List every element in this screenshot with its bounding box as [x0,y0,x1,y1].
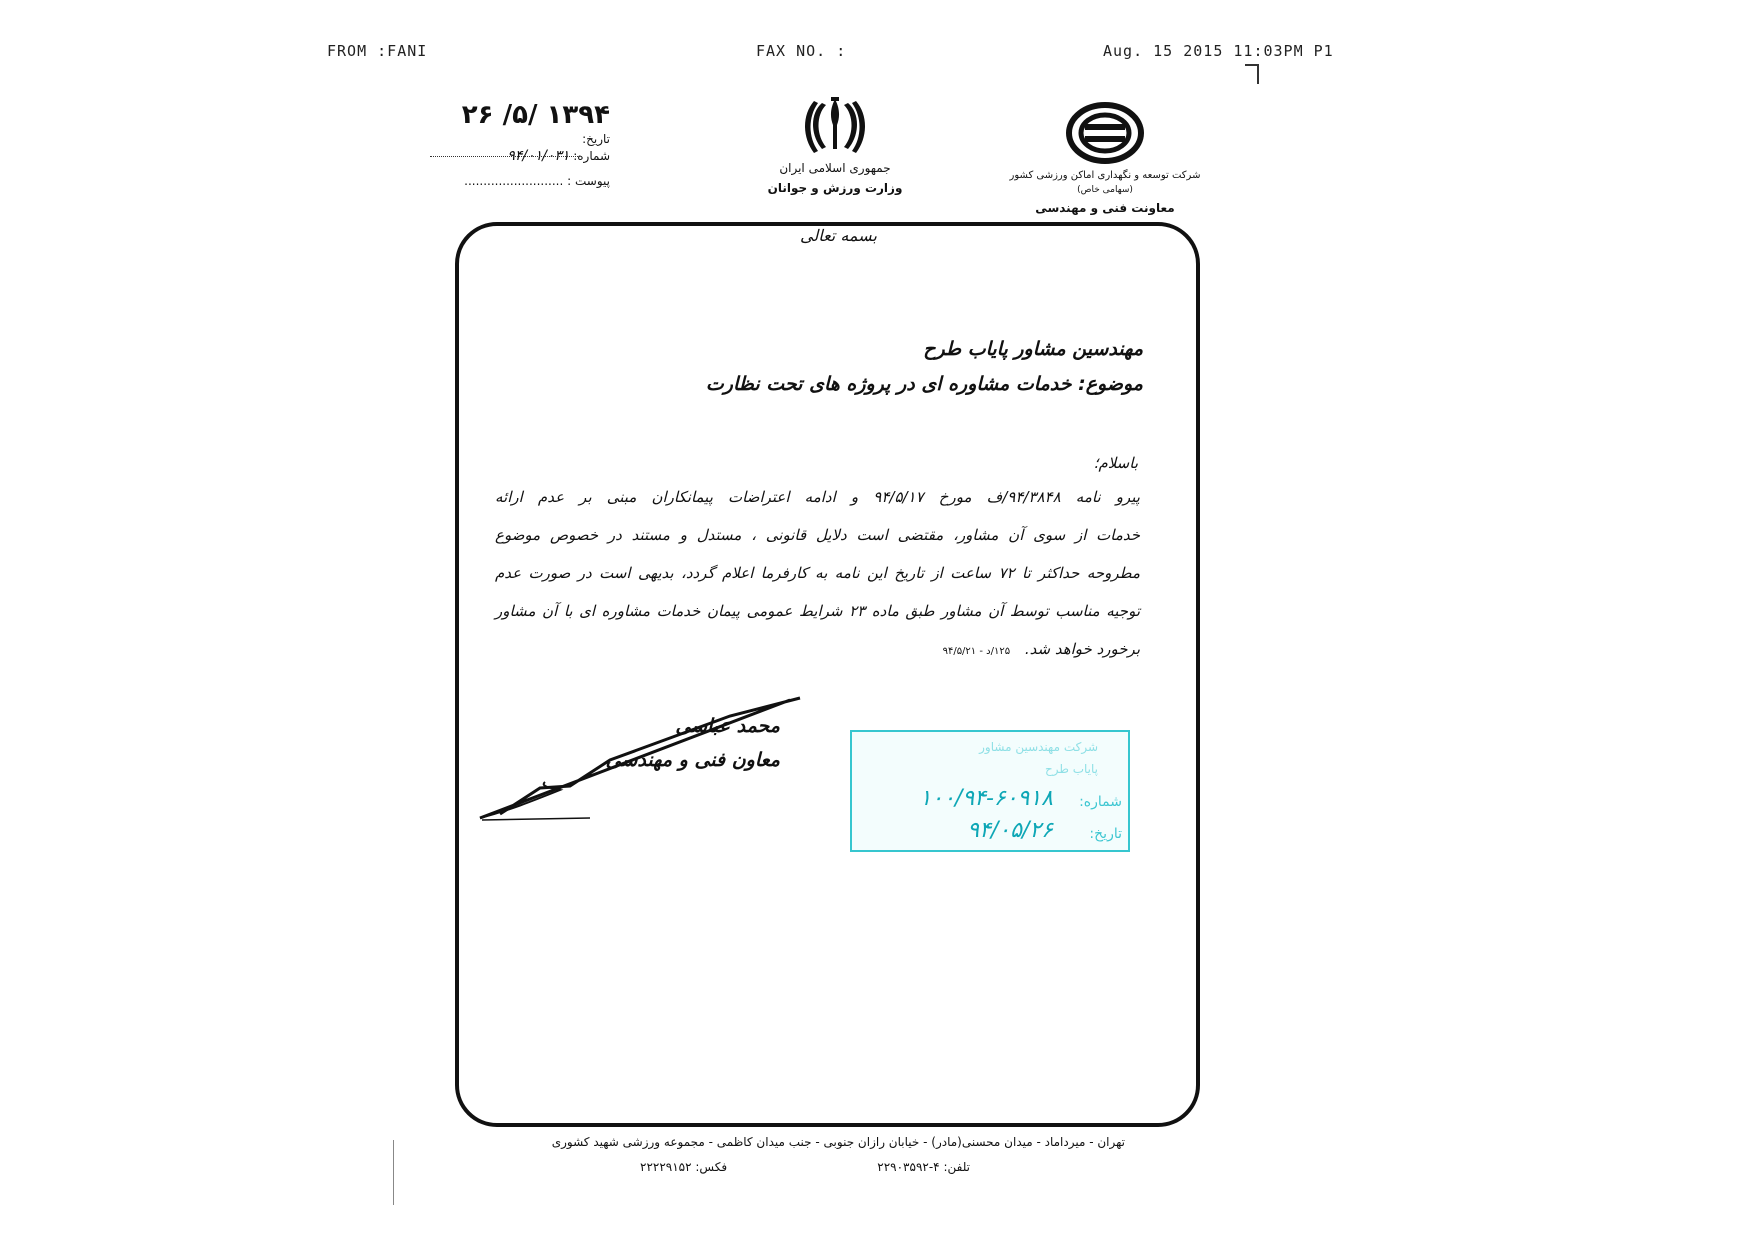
date-label: تاریخ: [582,132,610,146]
received-stamp [850,730,1130,852]
handwritten-note: ۱۲۵/د - ۹۴/۵/۲۱ [942,646,1011,657]
letter-number: ۹۴/۰۱/۰۳۱ [507,148,570,164]
date-label-row [582,132,610,146]
fax-header [0,42,1753,66]
body-line-2: خدمات از سوی آن مشاور، مقتضی است دلایل قانونی ، مستدل و مستند در خصوص موضوع [495,526,1140,544]
stamp-company-sub: پایاب طرح [1044,762,1098,776]
recipient-line: مهندسین مشاور پایاب طرح [923,338,1143,360]
body-line-1: پیرو نامه ۹۴/۳۸۴۸/ف مورخ ۹۴/۵/۱۷ و ادامه اعتراضات پیمانکاران مبنی بر عدم ارائه [495,488,1140,506]
attachment-row [464,174,610,188]
attachment-label: پیوست : [567,174,610,188]
attachment-dots: .......................... [464,174,564,188]
stamp-number-label: شماره: [1079,794,1122,810]
body-closing: برخورد خواهد شد. [1024,640,1140,658]
signature-block [560,715,780,795]
company-department: معاونت فنی و مهندسی [1035,201,1175,215]
iran-emblem-icon [800,95,870,157]
fax-from: FROM :FANI [327,42,428,60]
footer-address: تهران - میرداماد - میدان محسنی(مادر) - خیابان رازان جنوبی - جنب میدان کاظمی - مجموعه ورزشی شهید کشوری [551,1135,1125,1149]
company-block [1005,102,1205,222]
company-type: (سهامی خاص) [1077,185,1133,195]
company-logo-icon [1065,102,1145,164]
fax-number: FAX NO. : [756,42,847,60]
footer-phone: تلفن: ۴-۲۲۹۰۳۵۹۲ [877,1160,970,1174]
body-line-4: توجیه مناسب توسط آن مشاور طبق ماده ۲۳ شرایط عمومی پیمان خدمات مشاوره ای با آن مشاور [495,602,1140,620]
stamp-company: شرکت مهندسین مشاور [979,740,1098,754]
emblem-country: جمهوری اسلامی ایران [779,161,891,175]
number-underline [430,156,580,157]
company-name: شرکت توسعه و نگهداری اماکن ورزشی کشور [1009,170,1201,181]
letter-body [495,478,1140,668]
fax-datetime: Aug. 15 2015 11:03PM P1 [1103,42,1334,60]
reference-block [430,100,610,195]
subject-line: موضوع: خدمات مشاوره ای در پروژه های تحت نظارت [705,373,1143,395]
bismillah-heading: بسمه تعالی [800,226,877,245]
number-label: شماره: [573,149,610,163]
greeting-line: باسلام؛ [1093,454,1138,472]
footer-fax: فکس: ۲۲۲۲۹۱۵۲ [640,1160,728,1174]
signer-name: محمد عباسی [675,715,780,737]
body-line-3: مطروحه حداکثر تا ۷۲ ساعت از تاریخ این نامه به کارفرما اعلام گردد، بدیهی است در صورت عدم [495,564,1140,582]
fax-tick-mark [1245,64,1259,84]
stamp-date-label: تاریخ: [1089,826,1122,842]
body-line-5 [495,630,1140,668]
stamp-date-value: ۹۴/۰۵/۲۶ [967,818,1053,843]
emblem-ministry: وزارت ورزش و جوانان [767,181,903,195]
stamp-number-value: ۱۰۰/۹۴-۶۰۹۱۸ [919,786,1053,811]
emblem-block [755,95,915,205]
signer-title: معاون فنی و مهندسی [605,749,780,771]
scan-margin-line [393,1140,394,1205]
letter-date: ۱۳۹۴ /۵/ ۲۶ [461,100,610,130]
